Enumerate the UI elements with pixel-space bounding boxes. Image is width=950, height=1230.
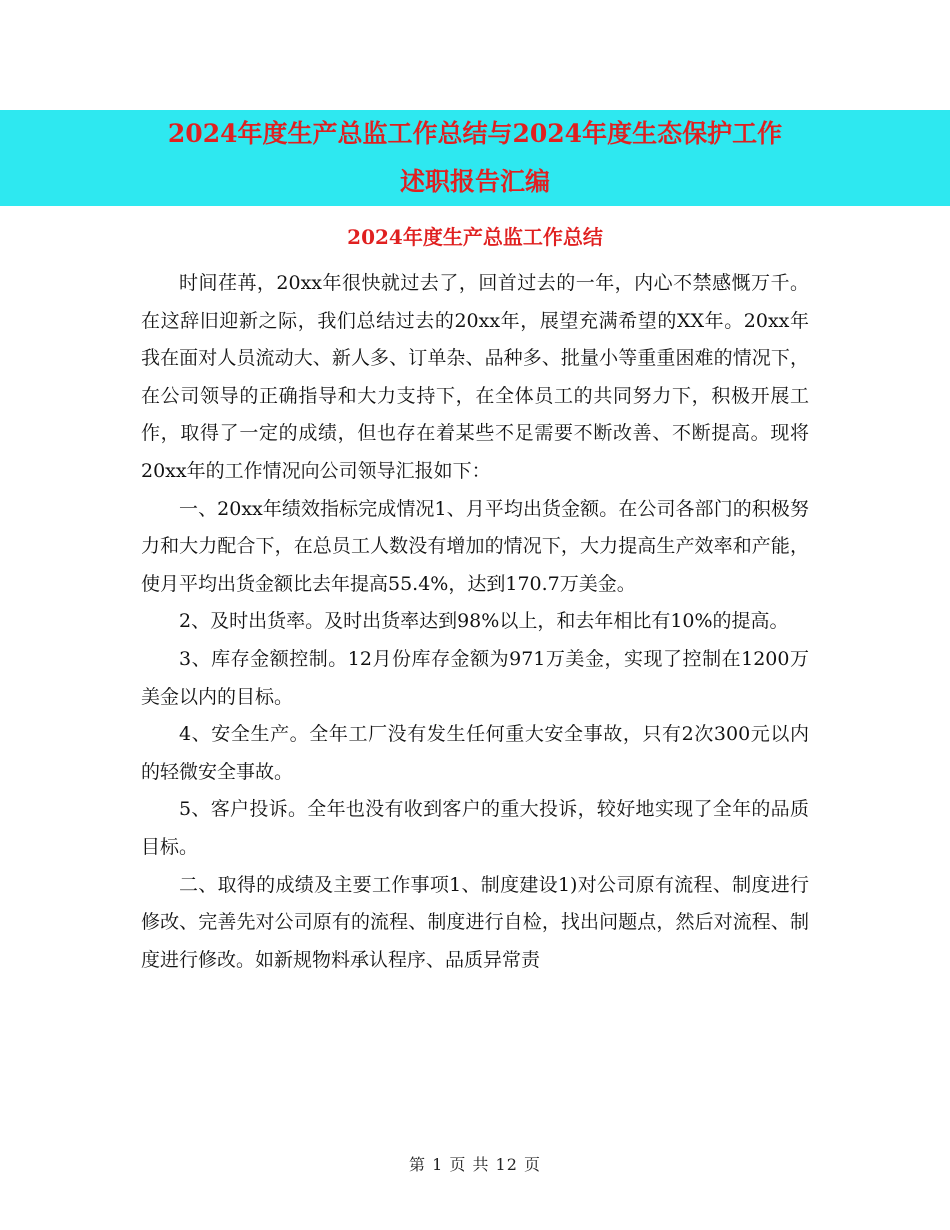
section-title: 2024年度生产总监工作总结 <box>347 225 603 249</box>
paragraph: 3、库存金额控制。12月份库存金额为971万美金，实现了控制在1200万美金以内的目标。 <box>141 647 809 708</box>
paragraph: 5、客户投诉。全年也没有收到客户的重大投诉，较好地实现了全年的品质目标。 <box>141 798 809 858</box>
paragraph: 一、20xx年绩效指标完成情况1、月平均出货金额。在公司各部门的积极努力和大力配合下，在总员工人数没有增加的情况下，大力提高生产效率和产能，使月平均出货金额比去年提高55.4%，达到170.7万美金。 <box>141 497 809 595</box>
document-body <box>141 265 809 979</box>
paragraph: 4、安全生产。全年工厂没有发生任何重大安全事故，只有2次300元以内的轻微安全事故。 <box>141 723 809 783</box>
document-main-title <box>0 110 950 206</box>
main-title-line-2: 述职报告汇编 <box>399 167 550 196</box>
page-footer: 第 1 页 共 12 页 <box>409 1155 541 1174</box>
main-title-line-1: 2024年度生产总监工作总结与2024年度生态保护工作 <box>167 119 783 148</box>
paragraph: 2、及时出货率。及时出货率达到98%以上，和去年相比有10%的提高。 <box>179 610 789 633</box>
paragraph: 二、取得的成绩及主要工作事项1、制度建设1)对公司原有流程、制度进行修改、完善先对公司原有的流程、制度进行自检，找出问题点，然后对流程、制度进行修改。如新规物料承认程序、品质异常责 <box>141 873 809 971</box>
paragraph: 时间荏苒，20xx年很快就过去了，回首过去的一年，内心不禁感慨万千。在这辞旧迎新之际，我们总结过去的20xx年，展望充满希望的XX年。20xx年我在面对人员流动大、新人多、订单杂、品种多、批量小等重重困难的情况下，在公司领导的正确指导和大力支持下，在全体员工的共同努力下，积极开展工作，取得了一定的成绩，但也存在着某些不足需要不断改善、不断提高。现将20xx年的工作情况向公司领导汇报如下： <box>141 272 809 482</box>
